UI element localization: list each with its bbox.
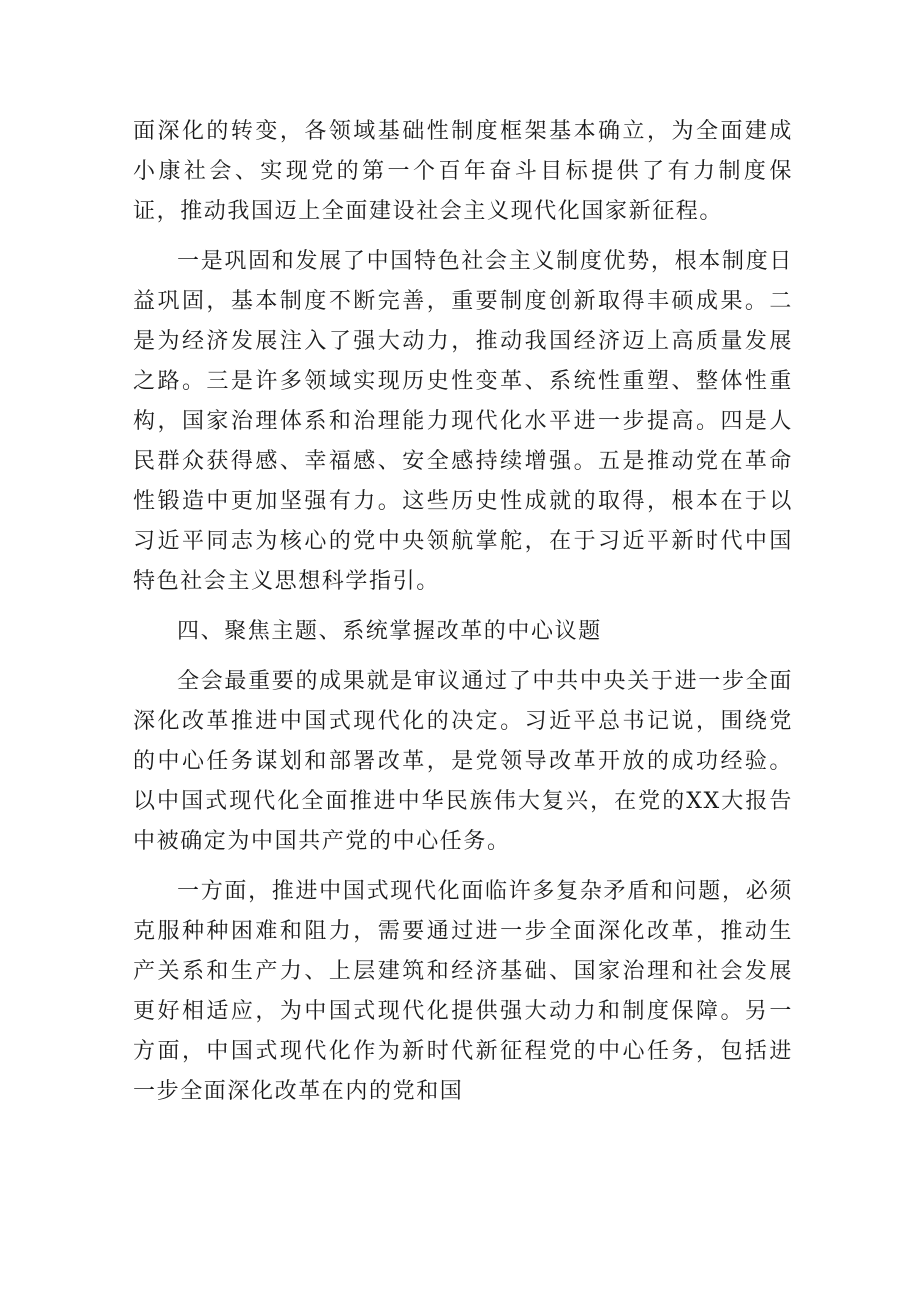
paragraph-modernization: 一方面，推进中国式现代化面临许多复杂矛盾和问题，必须克服种种困难和阻力，需要通过进一步全面深化改革，推动生产关系和生产力、上层建筑和经济基础、国家治理和社会发展更好相适应，为中国式现代化提供强大动力和制度保障。另一方面，中国式现代化作为新时代新征程党的中心任务，包括进一步全面深化改革在内的党和国	[133, 879, 793, 1104]
section-heading: 四、聚焦主题、系统掌握改革的中心议题	[177, 619, 602, 644]
document-body	[133, 112, 793, 1122]
paragraph-plenary-outcome: 全会最重要的成果就是审议通过了中共中央关于进一步全面深化改革推进中国式现代化的决定。习近平总书记说，围绕党的中心任务谋划和部署改革，是党领导改革开放的成功经验。以中国式现代化全面推进中华民族伟大复兴，在党的XX大报告中被确定为中国共产党的中心任务。	[133, 669, 793, 854]
paragraph-achievements: 一是巩固和发展了中国特色社会主义制度优势，根本制度日益巩固，基本制度不断完善，重要制度创新取得丰硕成果。二是为经济发展注入了强大动力，推动我国经济迈上高质量发展之路。三是许多领域实现历史性变革、系统性重塑、整体性重构，国家治理体系和治理能力现代化水平进一步提高。四是人民群众获得感、幸福感、安全感持续增强。五是推动党在革命性锻造中更加坚强有力。这些历史性成就的取得，根本在于以习近平同志为核心的党中央领航掌舵，在于习近平新时代中国特色社会主义思想科学指引。	[133, 249, 793, 594]
paragraph-continuation: 面深化的转变，各领域基础性制度框架基本确立，为全面建成小康社会、实现党的第一个百年奋斗目标提供了有力制度保证，推动我国迈上全面建设社会主义现代化国家新征程。	[133, 119, 793, 224]
